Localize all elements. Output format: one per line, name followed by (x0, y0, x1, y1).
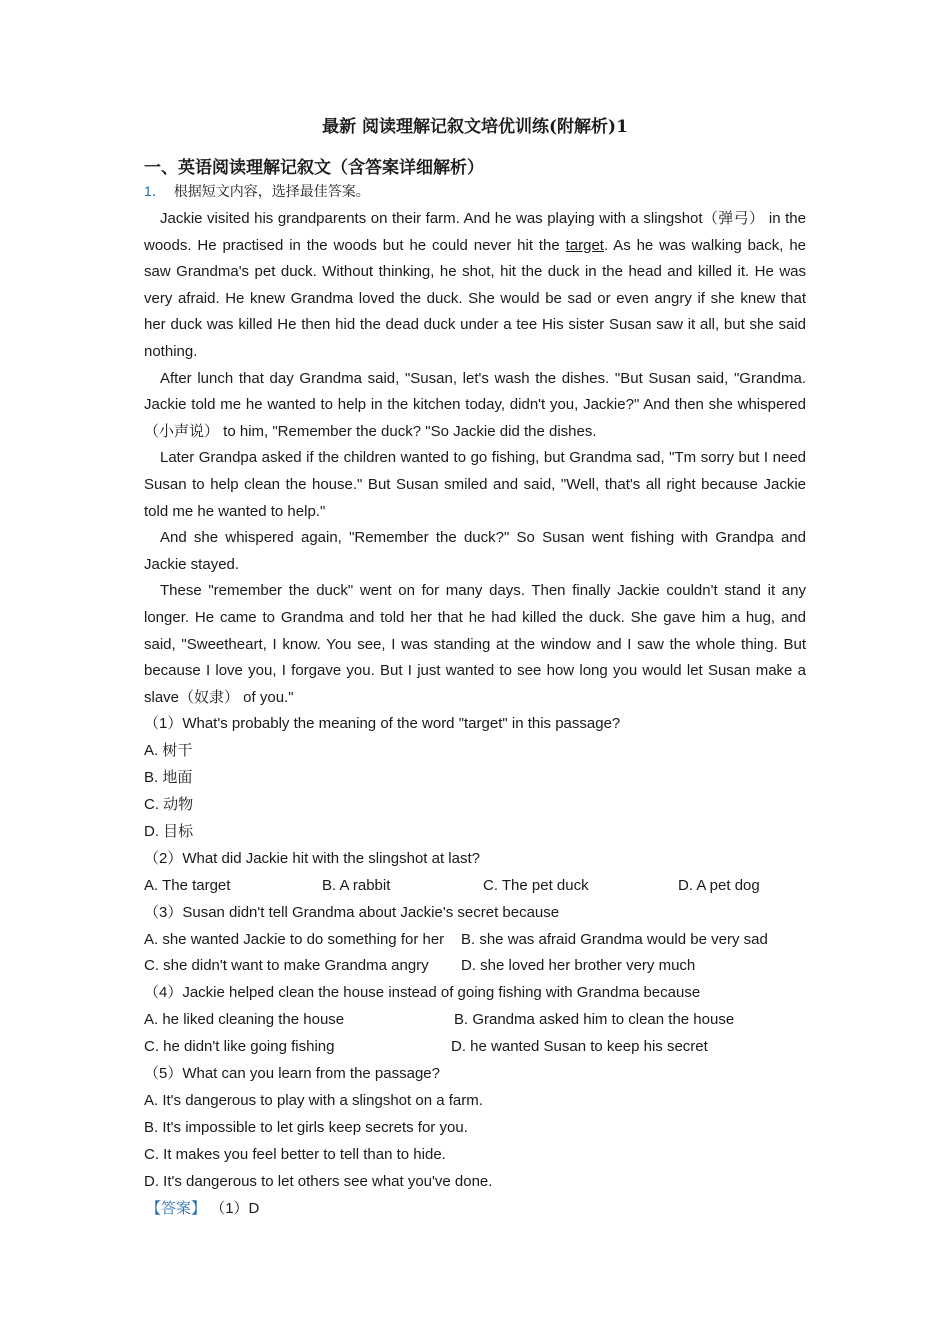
page-title: 最新 阅读理解记叙文培优训练(附解析)1 (322, 117, 628, 137)
paragraph-1-text-a: Jackie visited his grandparents on their farm. And he was playing with a slingshot（弹弓） in the woods. He practised in the woods but he could never hit the (144, 210, 806, 254)
question-4-option-a: A. he liked cleaning the house (144, 1011, 345, 1029)
paragraph-1-text-b: . As he was walking back, he saw Grandma's pet duck. Without thinking, he shot, hit the duck in the head and killed it. He was very afraid. He knew Grandma loved the duck. She would be sad or even angry if she knew that her duck was killed He then hid the dead duck under a tee His sister Susan saw it all, but she said nothing. (144, 236, 806, 360)
question-5-option-a: A. It's dangerous to play with a slingshot on a farm. (144, 1091, 483, 1109)
question-1-option-a: A. 树干 (144, 742, 193, 760)
question-4-option-d: D. he wanted Susan to keep his secret (451, 1038, 708, 1056)
question-4-option-b: B. Grandma asked him to clean the house (454, 1011, 735, 1029)
question-3-option-d: D. she loved her brother very much (461, 957, 696, 975)
passage-paragraph-1 (144, 206, 806, 366)
question-1-option-b: B. 地面 (144, 769, 193, 787)
underlined-word-target: target (565, 236, 604, 254)
question-2-stem: （2）What did Jackie hit with the slingshot at last? (144, 849, 480, 867)
question-3-option-a: A. she wanted Jackie to do something for her (144, 930, 445, 948)
question-1-stem: （1）What's probably the meaning of the word "target" in this passage? (144, 715, 621, 733)
question-4-options-row-1 (144, 1007, 806, 1034)
question-1-option-c: C. 动物 (144, 796, 194, 813)
section-heading: 一、英语阅读理解记叙文（含答案详细解析） (144, 158, 484, 178)
question-5-option-d: D. It's dangerous to let others see what you've done. (144, 1172, 493, 1190)
answer-text: （1）D (210, 1199, 260, 1217)
question-4-stem: （4）Jackie helped clean the house instead of going fishing with Grandma because (144, 984, 701, 1002)
question-1-option-d: D. 目标 (144, 822, 194, 840)
question-2-option-a: A. The target (144, 876, 231, 894)
question-4-options-row-2 (144, 1034, 806, 1061)
question-5-option-b: B. It's impossible to let girls keep secrets for you. (144, 1118, 468, 1136)
question-2-options (144, 873, 806, 900)
question-number: 1． (144, 183, 166, 199)
passage-paragraph-3: Later Grandpa asked if the children wanted to go fishing, but Grandma sad, "Tm sorry but I need Susan to help clean the house." But Susan smiled and said, "Well, that's all right because Jackie told me he wanted to help." (144, 449, 806, 520)
question-3-options-row-1 (144, 927, 806, 954)
question-3-option-c: C. she didn't want to make Grandma angry (144, 957, 429, 975)
passage-paragraph-4: And she whispered again, "Remember the duck?" So Susan went fishing with Grandpa and Jackie stayed. (144, 529, 806, 573)
question-2-option-c: C. The pet duck (483, 876, 589, 894)
question-3-stem: （3）Susan didn't tell Grandma about Jackie's secret because (144, 903, 560, 921)
question-5-stem: （5）What can you learn from the passage? (144, 1065, 440, 1083)
question-5-option-c: C. It makes you feel better to tell than to hide. (144, 1145, 446, 1163)
question-2-option-b: B. A rabbit (322, 876, 391, 894)
answer-line (144, 1196, 806, 1223)
question-2-option-d: D. A pet dog (678, 876, 760, 894)
answer-tag: 【答案】 (146, 1199, 207, 1217)
question-3-option-b: B. she was afraid Grandma would be very sad (461, 930, 768, 948)
instruction-text: 根据短文内容，选择最佳答案。 (173, 183, 370, 199)
question-3-options-row-2 (144, 953, 806, 980)
passage-paragraph-5: These "remember the duck" went on for many days. Then finally Jackie couldn't stand it any longer. He came to Grandma and told her that he had killed the duck. She gave him a hug, and said, "Sweetheart, I know. You see, I was standing at the window and I saw the whole thing. But because I love you, I forgave you. But I just wanted to see how long you would let Susan make a slave（奴隶） of you." (144, 582, 806, 706)
question-instruction (144, 180, 806, 202)
document-content (144, 114, 806, 1223)
passage-paragraph-2: After lunch that day Grandma said, "Susan, let's wash the dishes. "But Susan said, "Grandma. Jackie told me he wanted to help in the kitchen today, didn't you, Jackie?" And then she whispered（小声说） to him, "Remember the duck? "So Jackie did the dishes. (144, 369, 806, 440)
question-4-option-c: C. he didn't like going fishing (144, 1038, 335, 1056)
